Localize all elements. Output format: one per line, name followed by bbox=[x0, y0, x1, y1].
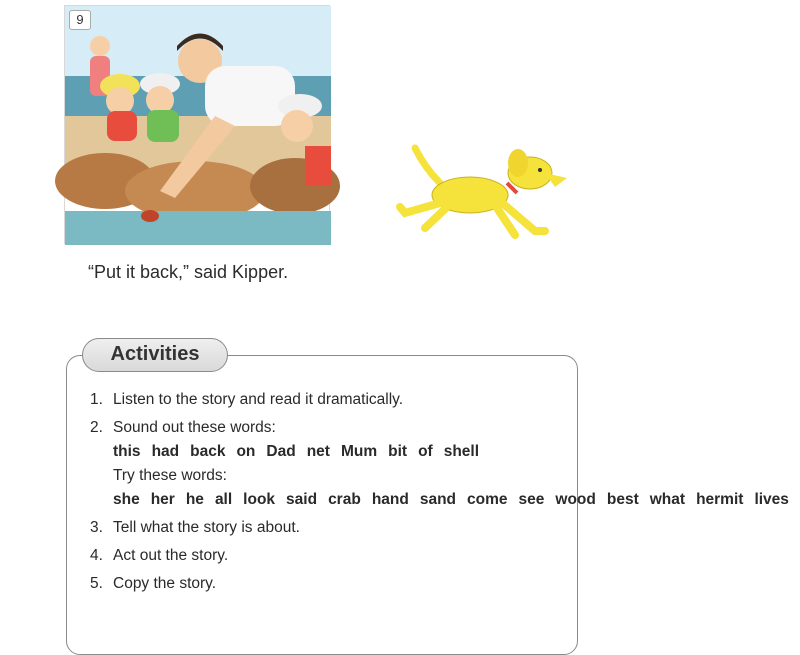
activity-item: 2. Sound out these words: this had back on Dad net Mum bit of shell Try these words: she her he all look said crab hand sand come see wood best what hermit lives bbox=[90, 416, 560, 512]
story-caption: “Put it back,” said Kipper. bbox=[88, 262, 289, 282]
activities-list bbox=[90, 388, 789, 600]
rock-pool-scene bbox=[65, 6, 331, 245]
activity-item: 3. Tell what the story is about. bbox=[90, 519, 300, 536]
try-words-label: Try these words: bbox=[113, 467, 227, 484]
try-words: she her he all look said crab hand sand come see wood best what hermit lives bbox=[113, 491, 789, 508]
running-dog-illustration bbox=[395, 143, 575, 243]
activity-item: 4. Act out the story. bbox=[90, 547, 229, 564]
activity-item: 5. Copy the story. bbox=[90, 575, 217, 592]
page-number: 9 bbox=[69, 10, 91, 30]
activity-item: 1. Listen to the story and read it dramatically. bbox=[90, 391, 404, 408]
story-illustration bbox=[64, 5, 330, 244]
activities-heading: Activities bbox=[82, 338, 228, 372]
sound-out-words: this had back on Dad net Mum bit of shell bbox=[113, 443, 480, 460]
